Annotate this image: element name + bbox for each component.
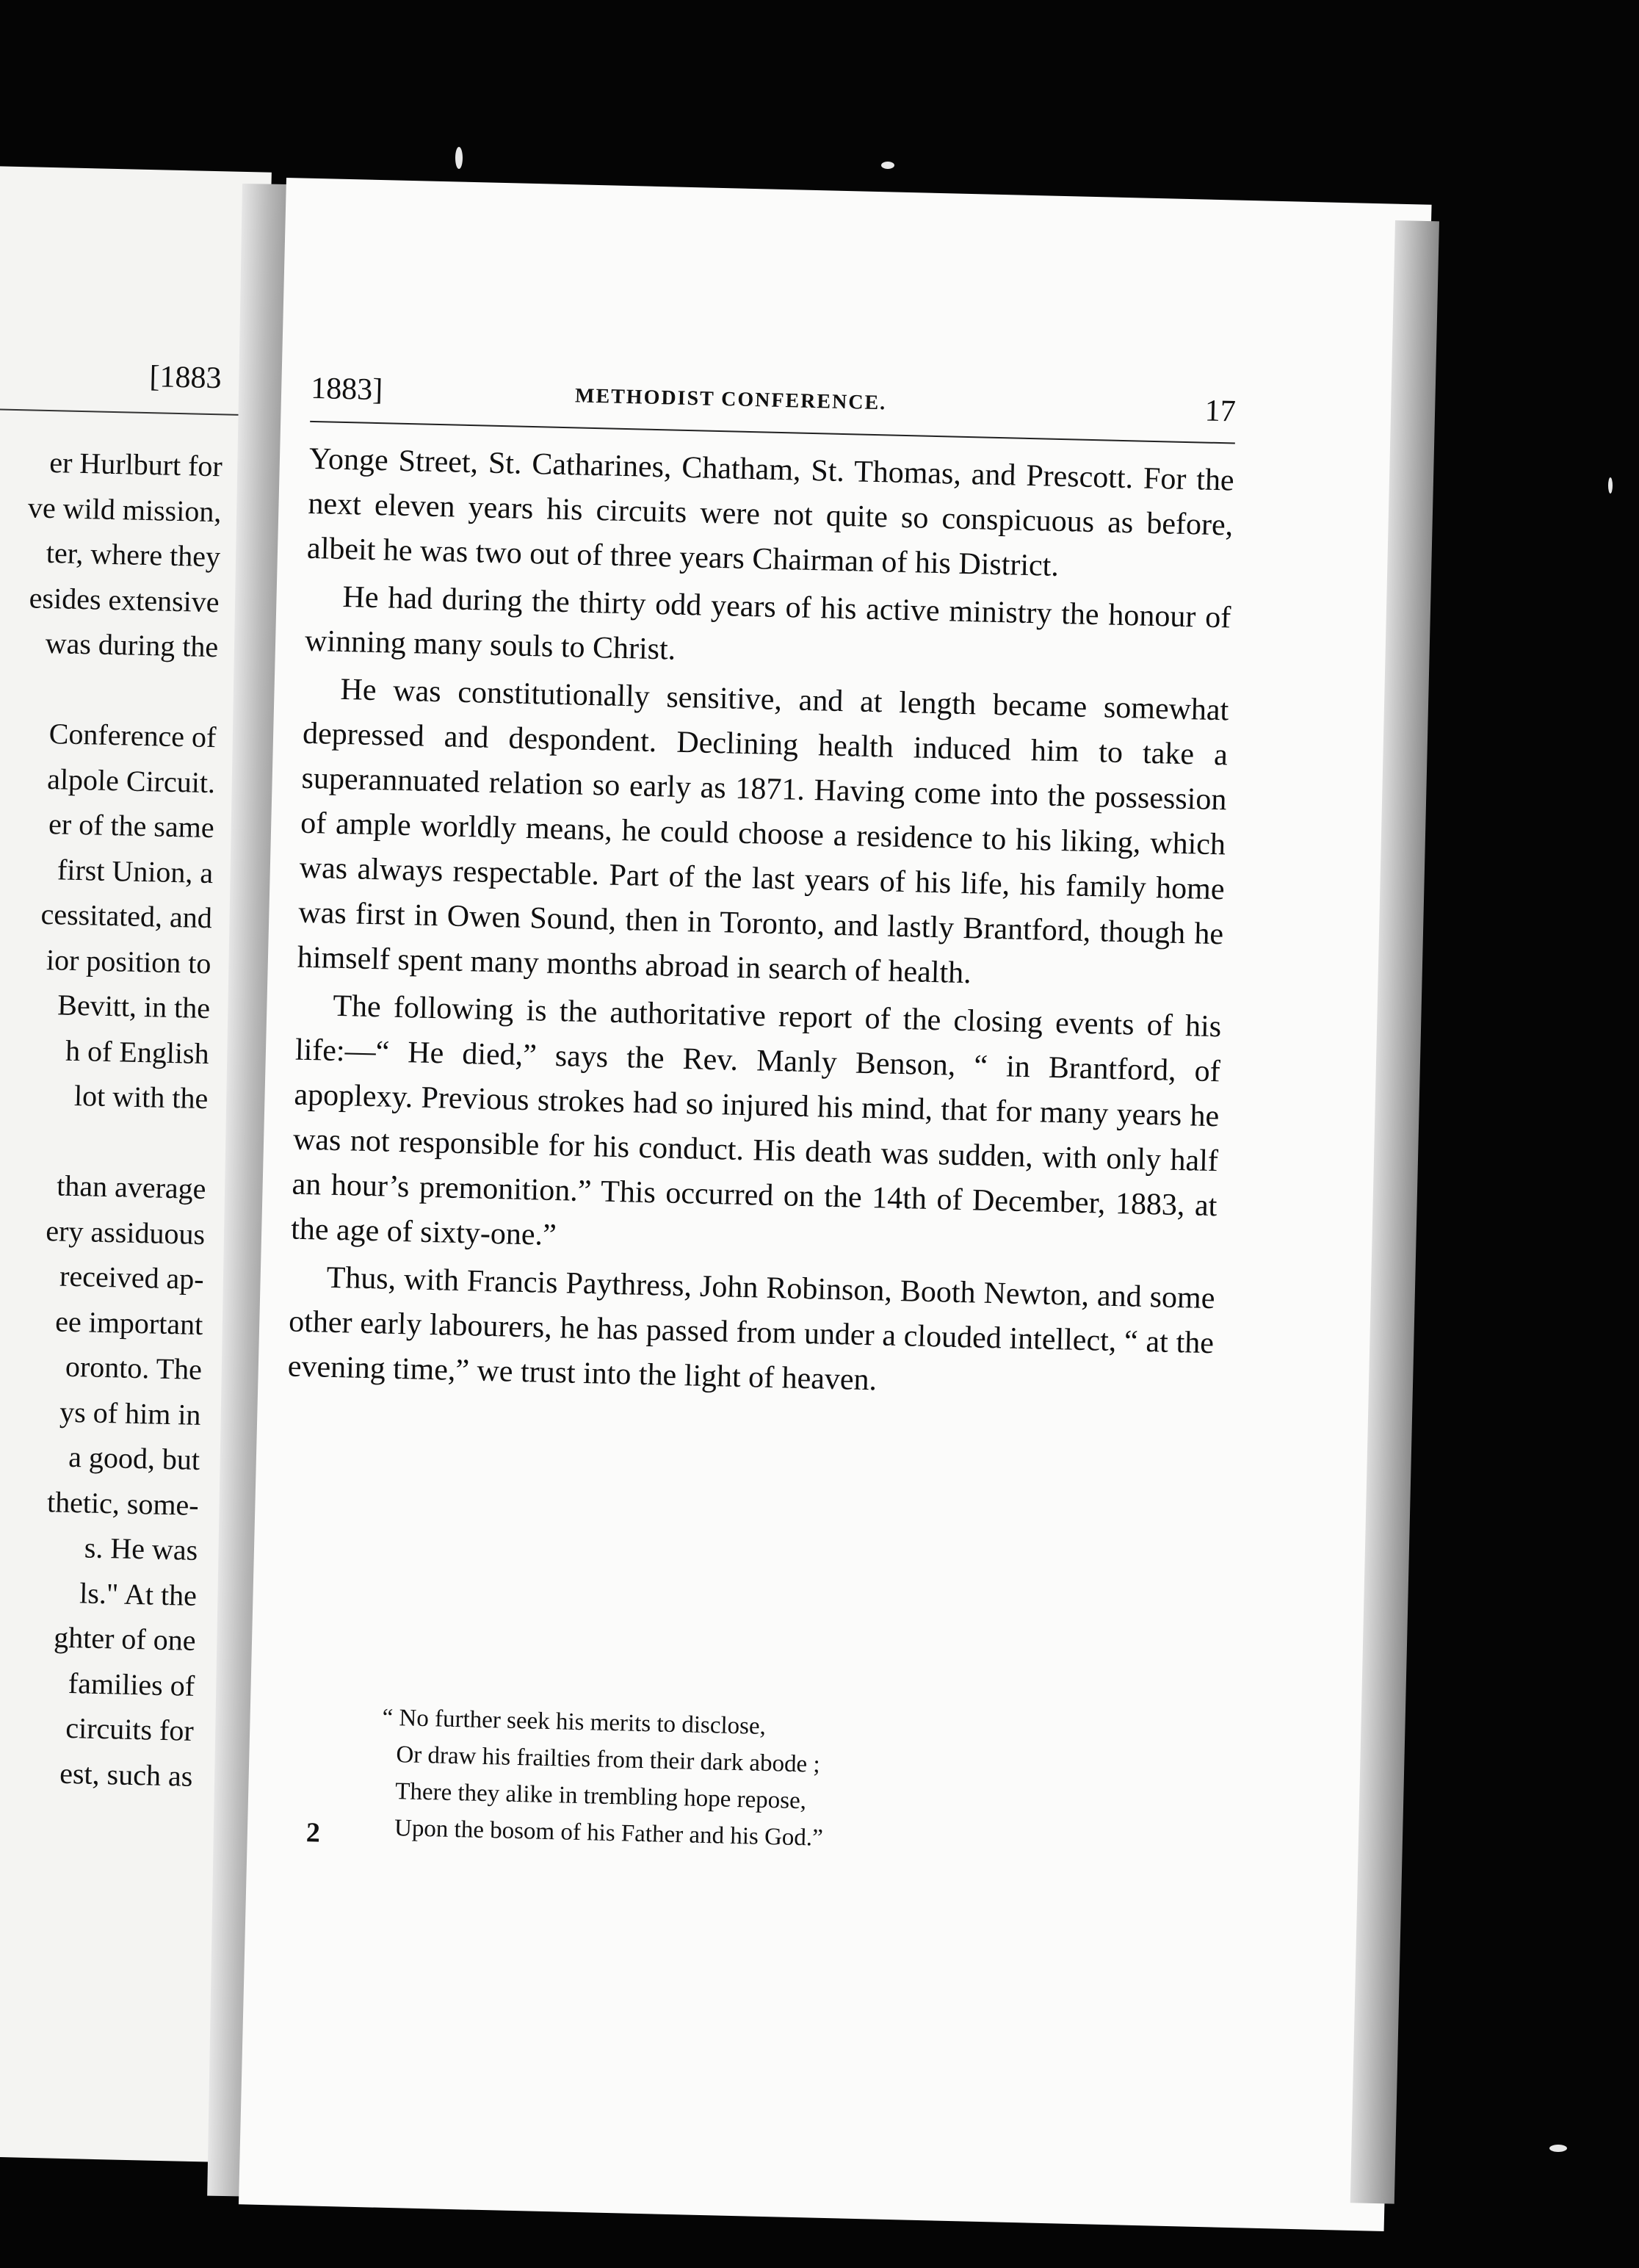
left-page-line: was during the bbox=[45, 626, 219, 664]
left-page-line: est, such as bbox=[59, 1756, 193, 1793]
left-page-line: Conference of bbox=[48, 717, 217, 754]
left-page-header-rule bbox=[0, 408, 258, 416]
signature-mark: 2 bbox=[305, 1817, 321, 1849]
left-page-line: circuits for bbox=[65, 1711, 195, 1747]
left-page-line: s. He was bbox=[84, 1531, 198, 1567]
left-page-line: ls." At the bbox=[79, 1575, 198, 1612]
left-page-line: thetic, some- bbox=[46, 1484, 200, 1522]
paragraph: The following is the authoritative report of the closing events of his life:—“ He died,” says the Rev. Manly Benson, “ in Brantford, of apoplexy. Previous strokes had so injured his mind, that for many years he was not responsible for his conduct. His death was sudden, with only half an hour’s premonition.” This occurred on the 14th of December, 1883, at the age of sixty-one.” bbox=[290, 989, 1222, 1253]
body-text bbox=[287, 437, 1234, 1414]
poem-line: “ No further seek his merits to disclose, bbox=[382, 1704, 767, 1740]
poem-quote bbox=[380, 1700, 1043, 1862]
left-page-line: ery assiduous bbox=[45, 1213, 206, 1251]
left-page-line: Bevitt, in the bbox=[57, 988, 211, 1025]
paragraph: Thus, with Francis Paythress, John Robinson, Booth Newton, and some other early labourers, he has passed from under a clouded intellect, “ at the evening time,” we trust into the light of heaven. bbox=[287, 1260, 1215, 1398]
running-head-title: METHODIST CONFERENCE. bbox=[574, 384, 887, 415]
left-page-line: a good, but bbox=[68, 1440, 200, 1476]
left-page-line: alpole Circuit. bbox=[46, 762, 216, 799]
right-page-content bbox=[287, 178, 1241, 1852]
left-page-line: ghter of one bbox=[53, 1620, 197, 1657]
left-page-line: families of bbox=[68, 1666, 195, 1702]
paragraph: Yonge Street, St. Catharines, Chatham, St. Thomas, and Prescott. For the next eleven years his circuits were not quite so conspicuous as before, albeit he was two out of three years Chairman of his District. bbox=[306, 441, 1235, 583]
running-head-year: 1883] bbox=[310, 371, 383, 408]
left-page-line: first Union, a bbox=[57, 852, 214, 889]
left-page-line: ior position to bbox=[46, 942, 211, 980]
dust-speck bbox=[1549, 2145, 1567, 2152]
left-page-line: ee important bbox=[54, 1304, 203, 1341]
right-page bbox=[239, 178, 1432, 2231]
poem-line: Upon the bosom of his Father and his God.” bbox=[394, 1815, 824, 1852]
dust-speck bbox=[1608, 477, 1613, 494]
dust-speck bbox=[881, 162, 894, 169]
running-head bbox=[310, 371, 1236, 437]
dust-speck bbox=[455, 147, 463, 169]
left-page-line: er of the same bbox=[48, 807, 215, 845]
left-page-line: ve wild mission, bbox=[27, 490, 222, 528]
paragraph: He had during the thirty odd years of his active ministry the honour of winning many souls to Christ. bbox=[304, 579, 1231, 667]
poem-line: There they alike in trembling hope repose, bbox=[394, 1778, 807, 1815]
page-number: 17 bbox=[1204, 394, 1237, 429]
left-page-line: ys of him in bbox=[59, 1395, 202, 1431]
left-page-line: than average bbox=[56, 1169, 206, 1206]
left-page-line: h of English bbox=[65, 1033, 210, 1070]
paragraph: He was constitutionally sensitive, and at length became somewhat depressed and despondent. Declining health induced him to take a superannuated relation so early as 1871. Having come into the possession of ample worldly means, he could choose a residence to his liking, which was always respectable. Part of the last years of his life, his family home was first in Owen Sound, then in Toronto, and lastly Brantford, though he himself spent many months abroad in search of health. bbox=[297, 672, 1229, 991]
left-page-line: cessitated, and bbox=[40, 897, 213, 935]
poem-line: Or draw his frailties from their dark abode ; bbox=[396, 1741, 821, 1778]
left-page-line: lot with the bbox=[73, 1078, 209, 1116]
left-page-line: ter, where they bbox=[46, 535, 221, 574]
left-page-header-year: [1883 bbox=[149, 360, 222, 396]
left-page-line: received ap- bbox=[59, 1259, 205, 1296]
left-page-line: oronto. The bbox=[65, 1349, 203, 1387]
left-page-line: esides extensive bbox=[29, 580, 220, 618]
left-page-line: er Hurlburt for bbox=[48, 446, 223, 483]
